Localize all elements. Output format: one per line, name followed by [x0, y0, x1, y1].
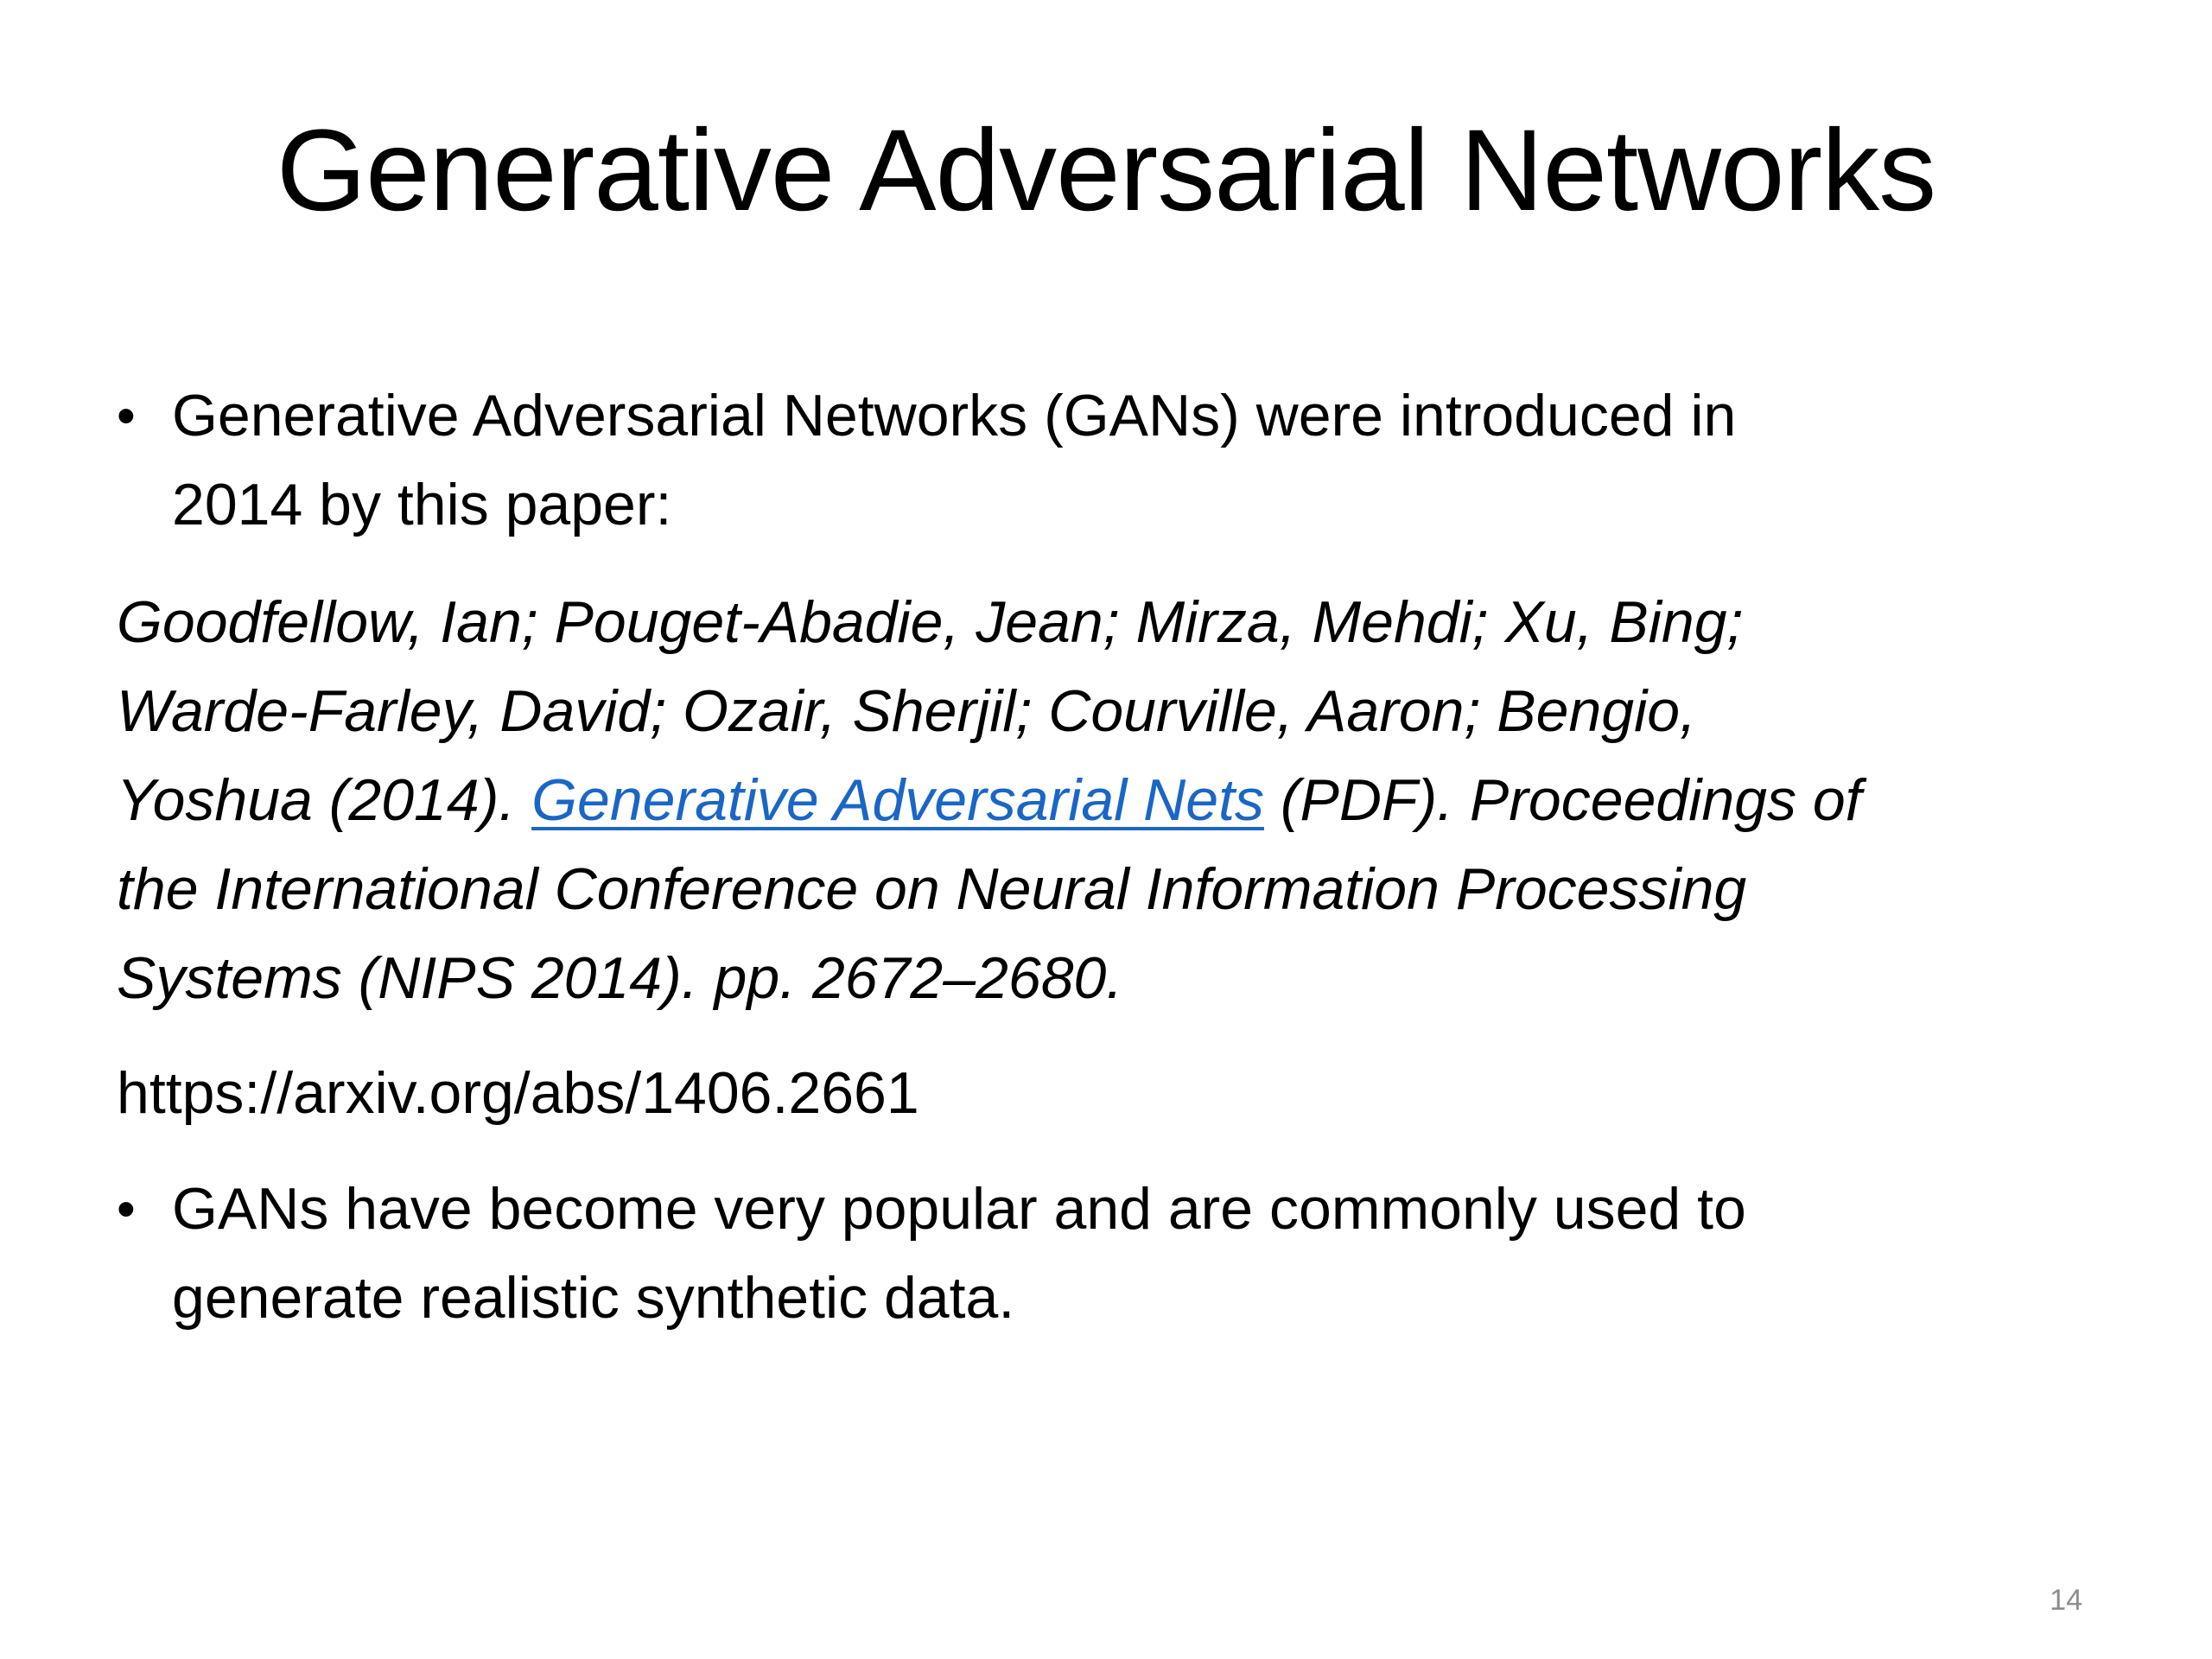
- citation-line: Systems (NIPS 2014). pp. 2672–2680.: [117, 945, 1123, 1011]
- paper-citation: [117, 578, 2121, 1023]
- bullet-text-line: Generative Adversarial Networks (GANs) were introduced in: [172, 383, 1737, 448]
- arxiv-url: https://arxiv.org/abs/1406.2661: [117, 1060, 919, 1126]
- paper-title-link[interactable]: Generative Adversarial Nets: [531, 767, 1264, 833]
- bullet-text-line: 2014 by this paper:: [172, 472, 672, 537]
- bullet-item-gan-popularity: [117, 1165, 2121, 1343]
- citation-line: Goodfellow, Ian; Pouget-Abadie, Jean; Mirza, Mehdi; Xu, Bing;: [117, 589, 1744, 655]
- bullet-dot-icon: •: [117, 386, 136, 446]
- page-number: 14: [2050, 1584, 2082, 1617]
- bullet-dot-icon: •: [117, 1179, 136, 1239]
- citation-line-with-link: [117, 756, 2121, 845]
- bullet-item-gan-introduction: [117, 372, 2121, 550]
- citation-line: the International Conference on Neural Information Processing: [117, 856, 1747, 922]
- bullet-text-line: generate realistic synthetic data.: [172, 1265, 1015, 1331]
- slide-title: Generative Adversarial Networks: [276, 106, 1936, 235]
- citation-text: (PDF). Proceedings of: [1263, 767, 1862, 833]
- citation-line: Warde-Farley, David; Ozair, Sherjil; Courville, Aaron; Bengio,: [117, 678, 1696, 744]
- citation-text: Yoshua (2014).: [117, 767, 532, 833]
- bullet-text-line: GANs have become very popular and are commonly used to: [172, 1176, 1746, 1242]
- slide-body: [117, 372, 2121, 1343]
